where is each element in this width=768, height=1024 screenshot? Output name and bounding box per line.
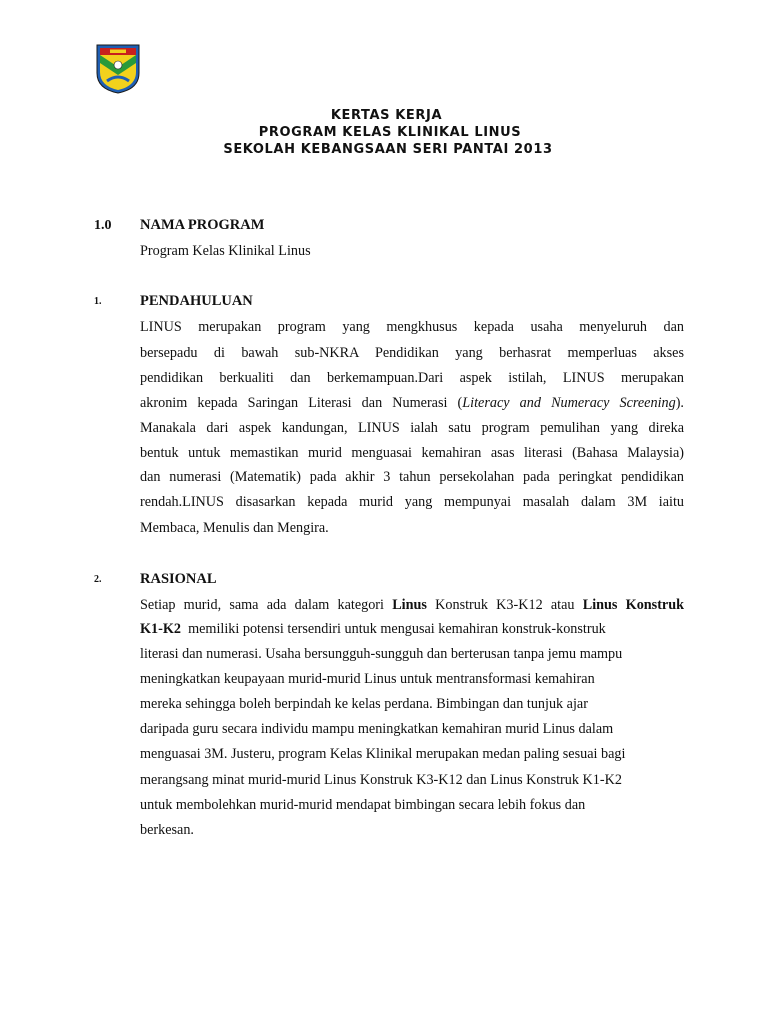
paragraph-line: untuk membolehkan murid-murid mendapat bimbingan secara lebih fokus dan <box>140 797 586 813</box>
document-title-block <box>0 107 768 158</box>
paragraph-line: merangsang minat murid-murid Linus Konstruk K3-K12 dan Linus Konstruk K1-K2 <box>140 772 622 788</box>
paragraph-line: menguasai 3M. Justeru, program Kelas Klinikal merupakan medan paling sesuai bagi <box>140 746 626 762</box>
text-run: akronim kepada Saringan Literasi dan Numerasi ( <box>140 395 463 411</box>
text-run: Konstruk K3-K12 atau <box>426 597 583 613</box>
bold-term: Linus <box>392 597 427 613</box>
paragraph-line: meningkatkan keupayaan murid-murid Linus untuk mentransformasi kemahiran <box>140 671 595 687</box>
paragraph-line: Manakala dari aspek kandungan, LINUS ialah satu program pemulihan yang direka <box>140 420 684 436</box>
paragraph-line: Membaca, Menulis dan Mengira. <box>140 520 329 536</box>
bold-term: K1-K2 <box>140 621 181 637</box>
section-number: 2. <box>94 574 102 585</box>
section-heading: PENDAHULUAN <box>140 293 253 309</box>
paragraph-line <box>140 621 606 638</box>
paragraph-line: mereka sehingga boleh berpindah ke kelas perdana. Bimbingan dan tunjuk ajar <box>140 696 588 712</box>
paragraph-line: dan numerasi (Matematik) pada akhir 3 tahun persekolahan pada peringkat pendidikan <box>140 469 684 485</box>
paragraph-line: LINUS merupakan program yang mengkhusus kepada usaha menyeluruh dan <box>140 319 684 335</box>
section-number: 1. <box>94 296 102 307</box>
paragraph-line <box>140 597 684 614</box>
text-run: Setiap murid, sama ada dalam kategori <box>140 597 393 613</box>
paragraph-line: daripada guru secara individu mampu meningkatkan kemahiran murid Linus dalam <box>140 721 614 737</box>
paragraph-line: bentuk untuk memastikan murid menguasai kemahiran asas literasi (Bahasa Malaysia) <box>140 445 684 461</box>
program-title: PROGRAM KELAS KLINIKAL LINUS <box>258 125 522 140</box>
section-number: 1.0 <box>94 218 112 233</box>
text-run: ). <box>675 395 684 411</box>
paragraph-line: Program Kelas Klinikal Linus <box>140 243 311 259</box>
section-heading: NAMA PROGRAM <box>140 217 265 233</box>
paragraph-line: literasi dan numerasi. Usaha bersungguh-sungguh dan berterusan tanpa jemu mampu <box>140 646 623 662</box>
bold-term: Linus Konstruk <box>582 597 685 613</box>
document-title: KERTAS KERJA <box>330 108 443 123</box>
paragraph-line: berkesan. <box>140 822 194 838</box>
text-run: memiliki potensi tersendiri untuk mengusai kemahiran konstruk-konstruk <box>180 621 606 637</box>
section-heading: RASIONAL <box>140 571 217 587</box>
paragraph-line <box>140 395 684 412</box>
paragraph-line: pendidikan berkualiti dan berkemampuan.Dari aspek istilah, LINUS merupakan <box>140 370 684 386</box>
italic-term: Literacy and Numeracy Screening <box>462 395 676 411</box>
school-crest-logo <box>95 43 141 95</box>
paragraph-line: rendah.LINUS disasarkan kepada murid yang mempunyai masalah dalam 3M iaitu <box>140 494 684 510</box>
paragraph-line: bersepadu di bawah sub-NKRA Pendidikan yang berhasrat memperluas akses <box>140 345 684 361</box>
school-title: SEKOLAH KEBANGSAAN SERI PANTAI 2013 <box>223 142 553 157</box>
